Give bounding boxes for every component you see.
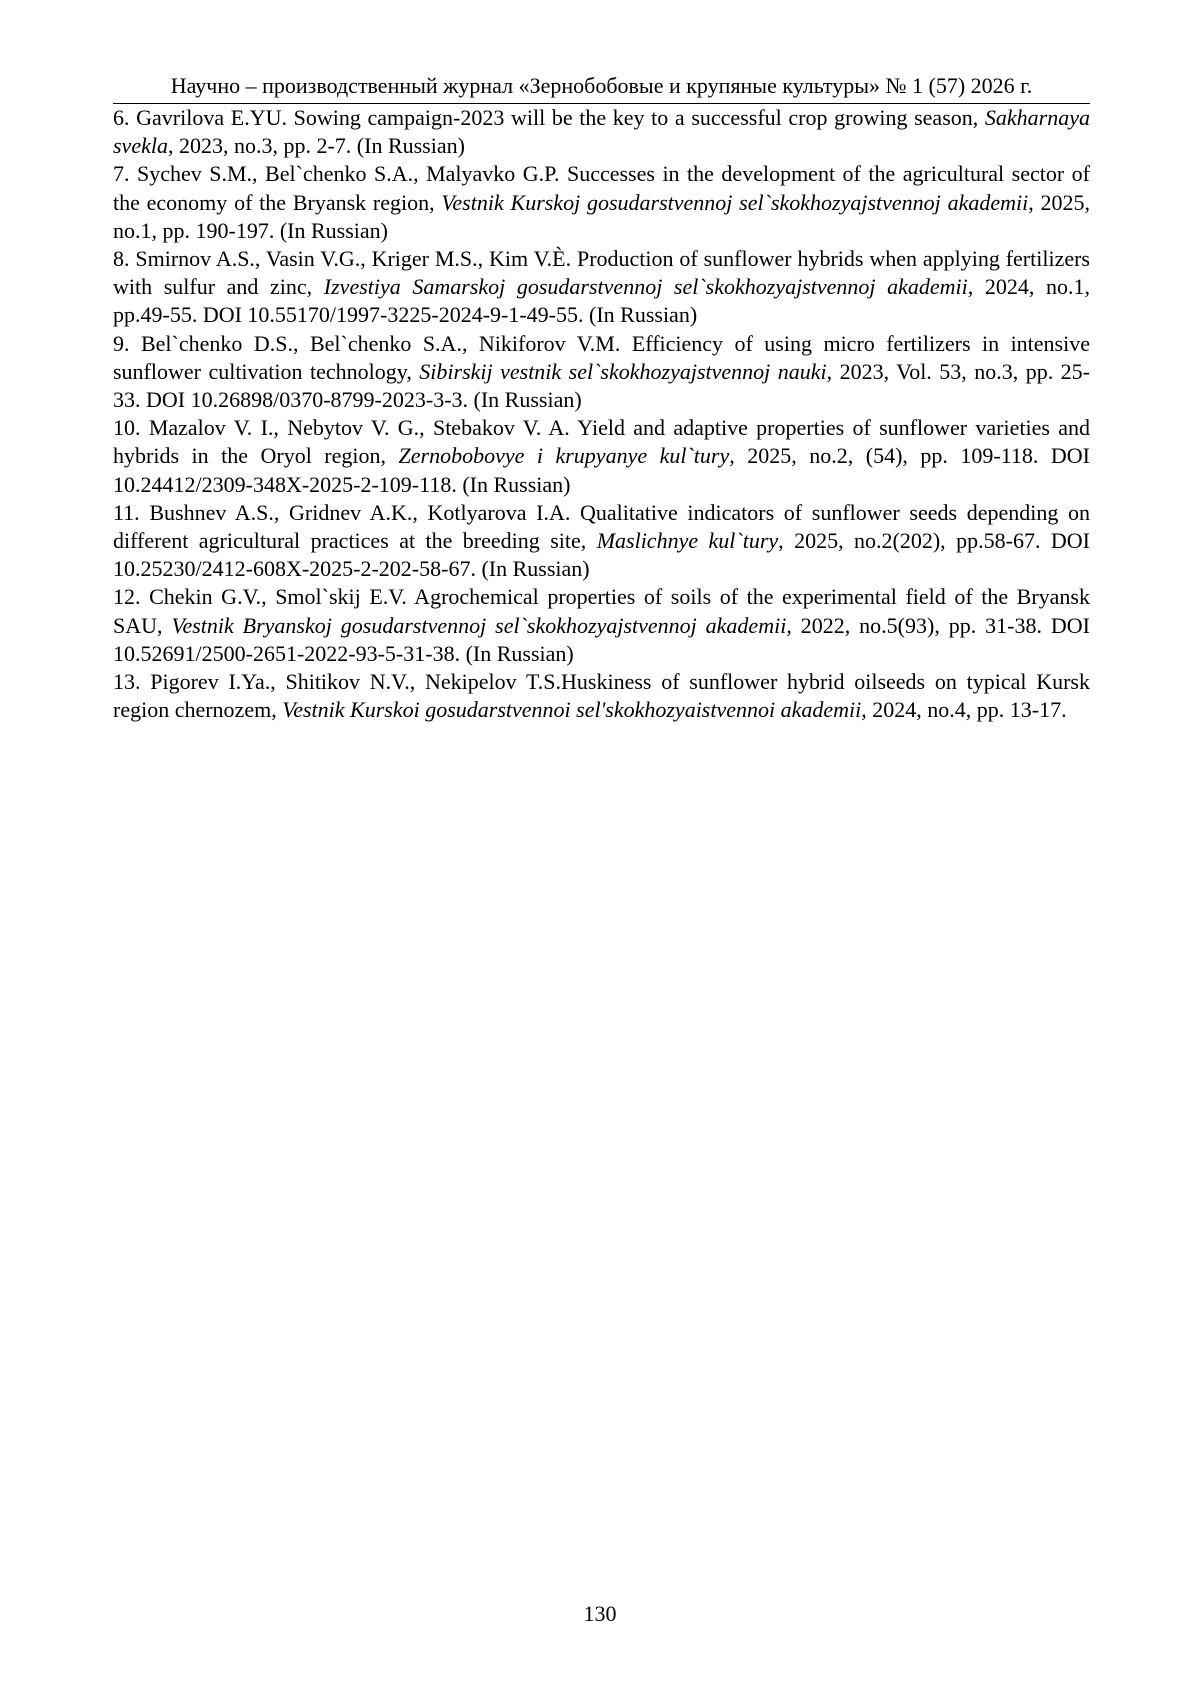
reference-item: 9. Bel`chenko D.S., Bel`chenko S.A., Nikiforov V.M. Efficiency of using micro fertilizers in intensive sunflower cultivation technology, Sibirskij vestnik sel`skokhozyajstvennoj nauki, 2023, Vol. 53, no.3, pp. 25-33. DOI 10.26898/0370-8799-2023-3-3. (In Russian) bbox=[113, 330, 1090, 413]
journal-title: Maslichnye kul`tury bbox=[596, 528, 779, 554]
journal-title: Izvestiya Samarskoj gosudarstvennoj sel`skokhozyajstvennoj akademii bbox=[323, 274, 968, 300]
reference-item: 12. Chekin G.V., Smol`skij E.V. Agrochemical properties of soils of the experimental field of the Bryansk SAU, Vestnik Bryanskoj gosudarstvennoj sel`skokhozyajstvennoj akademii, 2022, no.5(93), pp. 31-38. DOI 10.52691/2500-2651-2022-93-5-31-38. (In Russian) bbox=[113, 584, 1090, 666]
reference-item: 8. Smirnov A.S., Vasin V.G., Kriger M.S., Kim V.È. Production of sunflower hybrids when applying fertilizers with sulfur and zinc, Izvestiya Samarskoj gosudarstvennoj sel`skokhozyajstvennoj akademii, 2024, no.1, pp.49-55. DOI 10.55170/1997-3225-2024-9-1-49-55. (In Russian) bbox=[113, 246, 1090, 328]
journal-title: Vestnik Bryanskoj gosudarstvennoj sel`skokhozyajstvennoj akademii bbox=[171, 612, 787, 638]
journal-title: Sakharnaya svekla bbox=[113, 105, 1090, 159]
journal-title: Zernobobovye i krupyanye kul`tury bbox=[398, 443, 730, 469]
page-number: 130 bbox=[583, 1601, 617, 1626]
reference-list bbox=[113, 104, 1090, 724]
journal-title: Vestnik Kurskoj gosudarstvennoj sel`skokhozyajstvennoj akademii bbox=[441, 189, 1029, 215]
reference-item: 10. Mazalov V. I., Nebytov V. G., Stebakov V. A. Yield and adaptive properties of sunflower varieties and hybrids in the Oryol region, Zernobobovye i krupyanye kul`tury, 2025, no.2, (54), pp. 109-118. DOI 10.24412/2309-348X-2025-2-109-118. (In Russian) bbox=[113, 415, 1091, 497]
running-header: Научно – производственный журнал «Зернобобовые и крупяные культуры» № 1 (57) 2026 г. bbox=[170, 73, 1033, 98]
journal-title: Sibirskij vestnik sel`skokhozyajstvennoj nauki bbox=[419, 358, 827, 384]
reference-item: 7. Sychev S.M., Bel`chenko S.A., Malyavko G.P. Successes in the development of the agricultural sector of the economy of the Bryansk region, Vestnik Kurskoj gosudarstvennoj sel`skokhozyajstvennoj akademii, 2025, no.1, pp. 190-197. (In Russian) bbox=[113, 161, 1090, 243]
journal-title: Vestnik Kurskoi gosudarstvennoi sel'skokhozyaistvennoi akademii bbox=[282, 697, 862, 723]
reference-item: 13. Pigorev I.Ya., Shitikov N.V., Nekipelov T.S.Huskiness of sunflower hybrid oilseeds on typical Kursk region chernozem, Vestnik Kurskoi gosudarstvennoi sel'skokhozyaistvennoi akademii, 2024, no.4, pp. 13-17. bbox=[113, 669, 1090, 723]
reference-item: 11. Bushnev A.S., Gridnev A.K., Kotlyarova I.A. Qualitative indicators of sunflower seeds depending on different agricultural practices at the breeding site, Maslichnye kul`tury, 2025, no.2(202), pp.58-67. DOI 10.25230/2412-608X-2025-2-202-58-67. (In Russian) bbox=[113, 499, 1090, 582]
reference-item: 6. Gavrilova E.YU. Sowing campaign-2023 will be the key to a successful crop growing season, Sakharnaya svekla, 2023, no.3, pp. 2-7. (In Russian) bbox=[113, 105, 1090, 159]
